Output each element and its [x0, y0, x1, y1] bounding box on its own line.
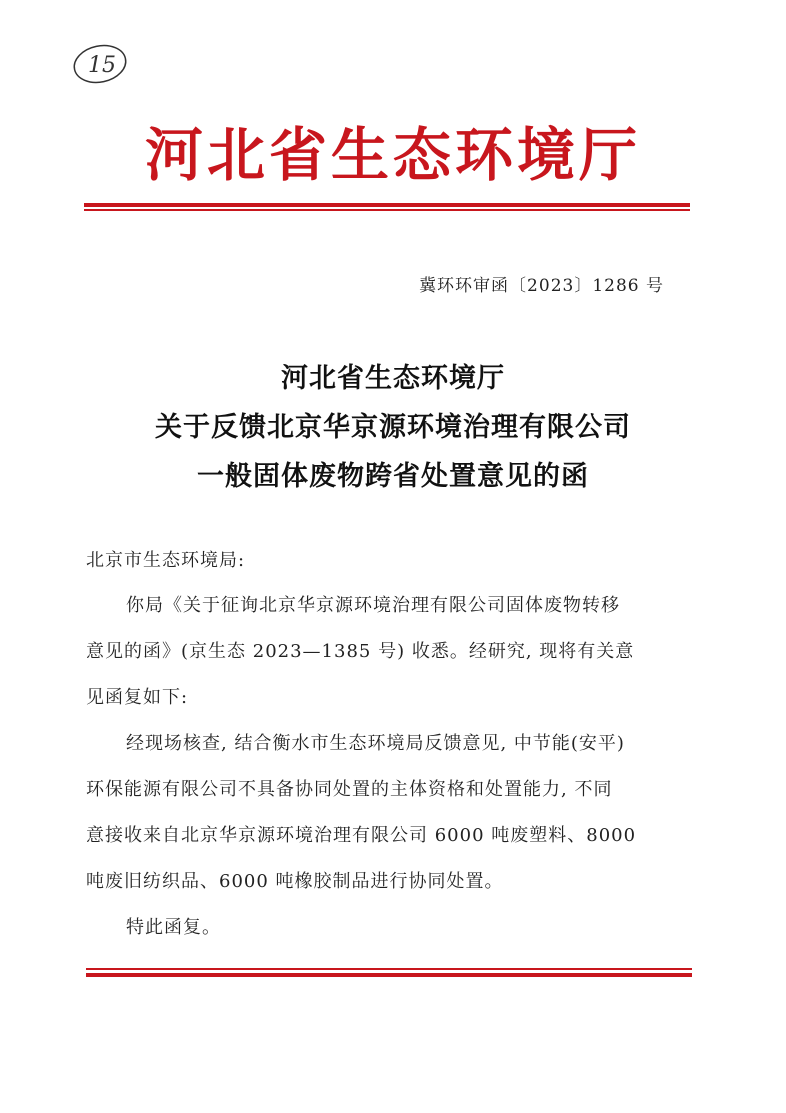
paragraph-2-line-1: 经现场核查, 结合衡水市生态环境局反馈意见, 中节能(安平) [126, 733, 625, 754]
document-title-line-2: 关于反馈北京华京源环境治理有限公司 [155, 412, 631, 443]
paragraph-2-line-4: 吨废旧纺织品、6000 吨橡胶制品进行协同处置。 [86, 871, 504, 892]
footer-rule [86, 973, 692, 977]
letterhead-rule [84, 203, 690, 207]
document-title-line-1: 河北省生态环境厅 [281, 363, 505, 394]
salutation: 北京市生态环境局: [86, 550, 246, 571]
paragraph-1-line-3: 见函复如下: [86, 687, 189, 708]
letterhead-rule-thin [84, 209, 690, 211]
document-number: 冀环环审函〔2023〕1286 号 [419, 276, 664, 296]
paragraph-1-line-1: 你局《关于征询北京华京源环境治理有限公司固体废物转移 [126, 595, 620, 616]
handwritten-mark-text: 15 [88, 53, 116, 78]
paragraph-2-line-3: 意接收来自北京华京源环境治理有限公司 6000 吨废塑料、8000 [86, 825, 637, 846]
document-title-line-3: 一般固体废物跨省处置意见的函 [197, 461, 589, 492]
paragraph-2-line-2: 环保能源有限公司不具备协同处置的主体资格和处置能力, 不同 [86, 779, 613, 800]
handwritten-page-number [70, 40, 130, 88]
letterhead-title: 河北省生态环境厅 [144, 121, 641, 189]
closing-line: 特此函复。 [126, 917, 221, 938]
footer-rule-thin [86, 968, 692, 970]
paragraph-1-line-2: 意见的函》(京生态 2023—1385 号) 收悉。经研究, 现将有关意 [86, 641, 635, 662]
